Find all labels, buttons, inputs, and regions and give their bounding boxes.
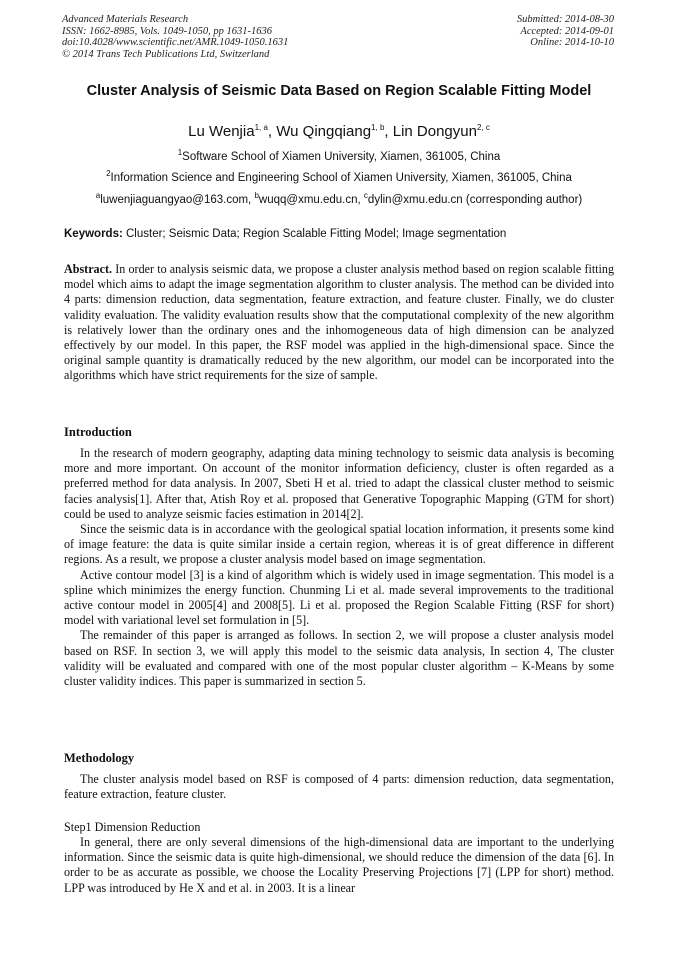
journal-header-left	[62, 14, 288, 60]
abstract-label: Abstract.	[64, 262, 113, 276]
section-heading-introduction: Introduction	[64, 425, 132, 439]
email-link[interactable]: dylin@xmu.edu.cn (corresponding author)	[367, 194, 583, 206]
keywords-text: Cluster; Seismic Data; Region Scalable Fitting Model; Image segmentation	[122, 228, 507, 240]
affiliation-number: 1	[177, 148, 183, 158]
paragraph: The remainder of this paper is arranged as follows. In section 2, we will propose a cluster analysis model based on RSF. In section 3, we will apply this model to the seismic data analysis, In section 4, The cluster validity will be evaluated and compared with one of the most popular cluster algorithm – K-Means by some cluster validity indices. This paper is summarized in section 5.	[64, 628, 614, 689]
author-separator: ,	[267, 123, 277, 140]
affiliation-number: 2	[106, 169, 111, 179]
email-link[interactable]: luwenjiaguangyao@163.com,	[100, 194, 255, 206]
submitted-date: Submitted: 2014-08-30	[516, 14, 614, 25]
author-name: Lin Dongyun	[392, 123, 477, 140]
issn-line: ISSN: 1662-8985, Vols. 1049-1050, pp 1631-1636	[62, 25, 272, 37]
copyright-line: © 2014 Trans Tech Publications Ltd, Switzerland	[62, 48, 270, 60]
author-name: Wu Qingqiang	[276, 123, 372, 140]
step1-heading: Step1 Dimension Reduction	[64, 820, 201, 834]
email-mark: c	[363, 191, 368, 201]
abstract-section	[64, 262, 614, 384]
email-mark: a	[95, 191, 101, 201]
author-name: Lu Wenjia	[188, 123, 255, 140]
affiliation-2	[40, 171, 638, 185]
online-date: Online: 2014-10-10	[530, 37, 614, 48]
paragraph: Active contour model [3] is a kind of algorithm which is widely used in image segmentation. This model is a spline which minimizes the energy function. Chunming Li et al. made several improvements to the traditional active contour model in 2005[4] and 2008[5]. Li et al. proposed the Region Scalable Fitting (RSF for short) model with variational level set formulation in [5].	[64, 567, 614, 628]
paragraph: Since the seismic data is in accordance with the geological spatial location information, it presents some kind of image feature: the data is quite similar inside a certain region, whereas it is of great difference in different regions. As a result, we propose a cluster analysis model based on image segmentation.	[64, 522, 614, 567]
paper-title: Cluster Analysis of Seismic Data Based on Region Scalable Fitting Model	[86, 83, 592, 99]
affiliation-1	[40, 150, 638, 164]
abstract-text: In order to analysis seismic data, we propose a cluster analysis method based on region scalable fitting model which aims to adapt the image segmentation algorithm to cluster analysis. The method can be divided into 4 parts: dimension reduction, data segmentation, feature extraction, and feature cluster. Finally, we do cluster validity evaluation. The validity evaluation results show that the computational complexity of the new algorithm is relatively lower than the ordinary ones and the inhomogeneous data of high dimension can be analyzed effectively by our model. In this paper, the RSF model was applied in the high-dimensional space. Since the original sample quantity is dramatically reduced by the new algorithm, our model can be incorporated into the algorithms which have strict requirements for the size of sample.	[64, 262, 614, 383]
author-separator: ,	[384, 123, 393, 140]
keywords-label: Keywords:	[64, 228, 123, 240]
affiliation-text: Information Science and Engineering School of Xiamen University, Xiamen, 361005, China	[110, 172, 572, 184]
accepted-date: Accepted: 2014-09-01	[520, 25, 614, 37]
email-mark: b	[254, 191, 259, 201]
doi-line: doi:10.4028/www.scientific.net/AMR.1049-1050.1631	[62, 37, 289, 48]
journal-header-right	[517, 14, 614, 49]
author-list	[60, 123, 618, 141]
paragraph: The cluster analysis model based on RSF is composed of 4 parts: dimension reduction, data segmentation, feature extraction, feature cluster.	[64, 772, 614, 802]
author-affiliation-mark: 2, c	[476, 123, 490, 132]
affiliation-text: Software School of Xiamen University, Xiamen, 361005, China	[182, 151, 501, 163]
step1-body	[64, 835, 614, 896]
journal-name: Advanced Materials Research	[62, 14, 189, 25]
section-heading-methodology: Methodology	[64, 751, 135, 765]
paragraph: In general, there are only several dimensions of the high-dimensional data are important to the underlying information. Since the seismic data is quite high-dimensional, we should reduce the dimension of the data [6]. In order to be as accurate as possible, we choose the Locality Preserving Projections [7] (LPP for short) method. LPP was introduced by He X and et al. in 2003. It is a linear	[64, 835, 614, 895]
author-affiliation-mark: 1, b	[371, 123, 385, 132]
introduction-body	[64, 446, 614, 689]
author-affiliation-mark: 1, a	[254, 123, 268, 132]
methodology-intro	[64, 772, 614, 802]
email-link[interactable]: wuqq@xmu.edu.cn,	[258, 194, 364, 206]
paragraph: In the research of modern geography, adapting data mining technology to seismic data analysis is becoming more and more important. On account of the monitor information deficiency, cluster is often regarded as a preferred method for data analysis. In 2007, Sbeti H et al. tried to adapt the classical cluster method to seismic facies analysis[1]. After that, Atish Roy et al. proposed that Generative Topographic Mapping (GTM for short) could be used to analyze seismic facies estimation in 2014[2].	[64, 446, 614, 521]
keywords-line	[64, 227, 506, 241]
author-emails	[40, 193, 638, 207]
